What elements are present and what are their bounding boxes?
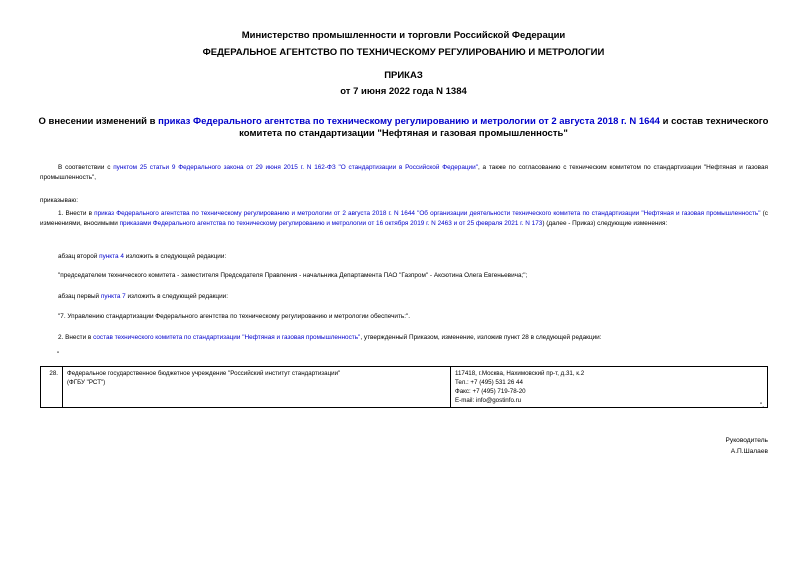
paragraph-chairman: "председателем технического комитета - заместителя Председателя Правления - начальника Департамента ПАО "Газпром" - Аксютина Олега Евгеньевича;"; (58, 272, 528, 279)
document-date-number: от 7 июня 2022 года N 1384 (340, 86, 467, 97)
title-order-link[interactable]: приказ Федерального агентства по техническому регулированию и метрологии от 2 августа 2018 г. N 1644 (158, 116, 660, 127)
committee-composition-link[interactable]: состав технического комитета по стандартизации "Нефтяная и газовая промышленность" (93, 334, 361, 341)
p8-text-a: 2. Внести в (58, 334, 94, 341)
address: 117418, г.Москва, Нахимовский пр-т, д.31, к.2 (455, 370, 585, 377)
organization-name: Федеральное государственное бюджетное учреждение "Российский институт стандартизации" (67, 370, 341, 377)
p1-text-b: , а также по согласованию с техническим комитетом по стандартизации "Нефтяная и газовая промышленность", (40, 164, 768, 181)
paragraph-point-7-text: "7. Управлению стандартизации Федерального агентства по техническому регулированию и метрологии обеспечить:". (58, 313, 411, 320)
document-title (30, 116, 777, 140)
title-text-2: и состав технического комитета по стандартизации "Нефтяная и газовая промышленность" (239, 116, 769, 139)
phone: Тел.: +7 (495) 531 26 44 (455, 379, 523, 386)
paragraph-basis (40, 163, 768, 182)
ministry-heading: Министерство промышленности и торговли Российской Федерации (241, 30, 566, 41)
p3-text-a: 1. Внести в (58, 210, 95, 217)
paragraph-point-7 (58, 292, 228, 302)
close-quote: ". (760, 402, 765, 409)
paragraph-item-2 (58, 333, 602, 343)
contacts-cell (451, 367, 768, 408)
p6-text-b: изложить в следующей редакции: (125, 293, 228, 300)
amending-orders-link[interactable]: приказами Федерального агентства по техническому регулированию и метрологии от 16 октября 2019 г. N 2463 и от 25 февраля 2021 г. N 173 (119, 219, 543, 227)
organization-cell (63, 367, 451, 408)
paragraph-order-word: приказываю: (40, 197, 78, 204)
p6-text-a: абзац первый (58, 293, 101, 300)
organization-abbr: (ФГБУ "РСТ") (67, 379, 106, 386)
email: E-mail: info@gostinfo.ru (455, 397, 522, 404)
p8-text-b: , утвержденный Приказом, изменение, изложив пункт 28 в следующей редакции: (360, 334, 602, 341)
p1-text-a: В соответствии с (58, 164, 114, 171)
agency-heading: ФЕДЕРАЛЬНОЕ АГЕНТСТВО ПО ТЕХНИЧЕСКОМУ РЕГУЛИРОВАНИЮ И МЕТРОЛОГИИ (202, 47, 605, 58)
signatory-name: А.П.Шалаев (730, 448, 768, 455)
p4-text-a: абзац второй (58, 253, 100, 260)
signatory-role: Руководитель (725, 437, 768, 444)
paragraph-point-4 (58, 252, 226, 262)
p3-text-b: (с изменениями, вносимыми (40, 210, 768, 227)
row-number: 28. (41, 367, 63, 408)
law-link[interactable]: пунктом 25 статьи 9 Федерального закона от 29 июня 2015 г. N 162-ФЗ "О стандартизации в Российской Федерации" (113, 164, 478, 171)
p4-text-b: изложить в следующей редакции: (123, 253, 227, 260)
paragraph-item-1 (40, 209, 768, 228)
open-quote: " (57, 351, 60, 358)
signature-block (726, 435, 768, 457)
table-row (41, 367, 768, 408)
document-type: ПРИКАЗ (384, 70, 423, 81)
committee-table (40, 366, 768, 408)
fax: Факс: +7 (495) 719-78-20 (455, 388, 526, 395)
order-1644-link[interactable]: приказ Федерального агентства по техническому регулированию и метрологии от 2 августа 2018 г. N 1644 "Об организации деятельности технического комитета по стандартизации "Нефтяная и газовая промышленность" (94, 210, 761, 217)
point-7-link[interactable]: пункта 7 (100, 293, 126, 300)
point-4-link[interactable]: пункта 4 (99, 253, 124, 260)
p3-text-c: ) (далее - Приказ) следующие изменения: (542, 219, 668, 227)
title-text-1: О внесении изменений в (38, 116, 159, 127)
